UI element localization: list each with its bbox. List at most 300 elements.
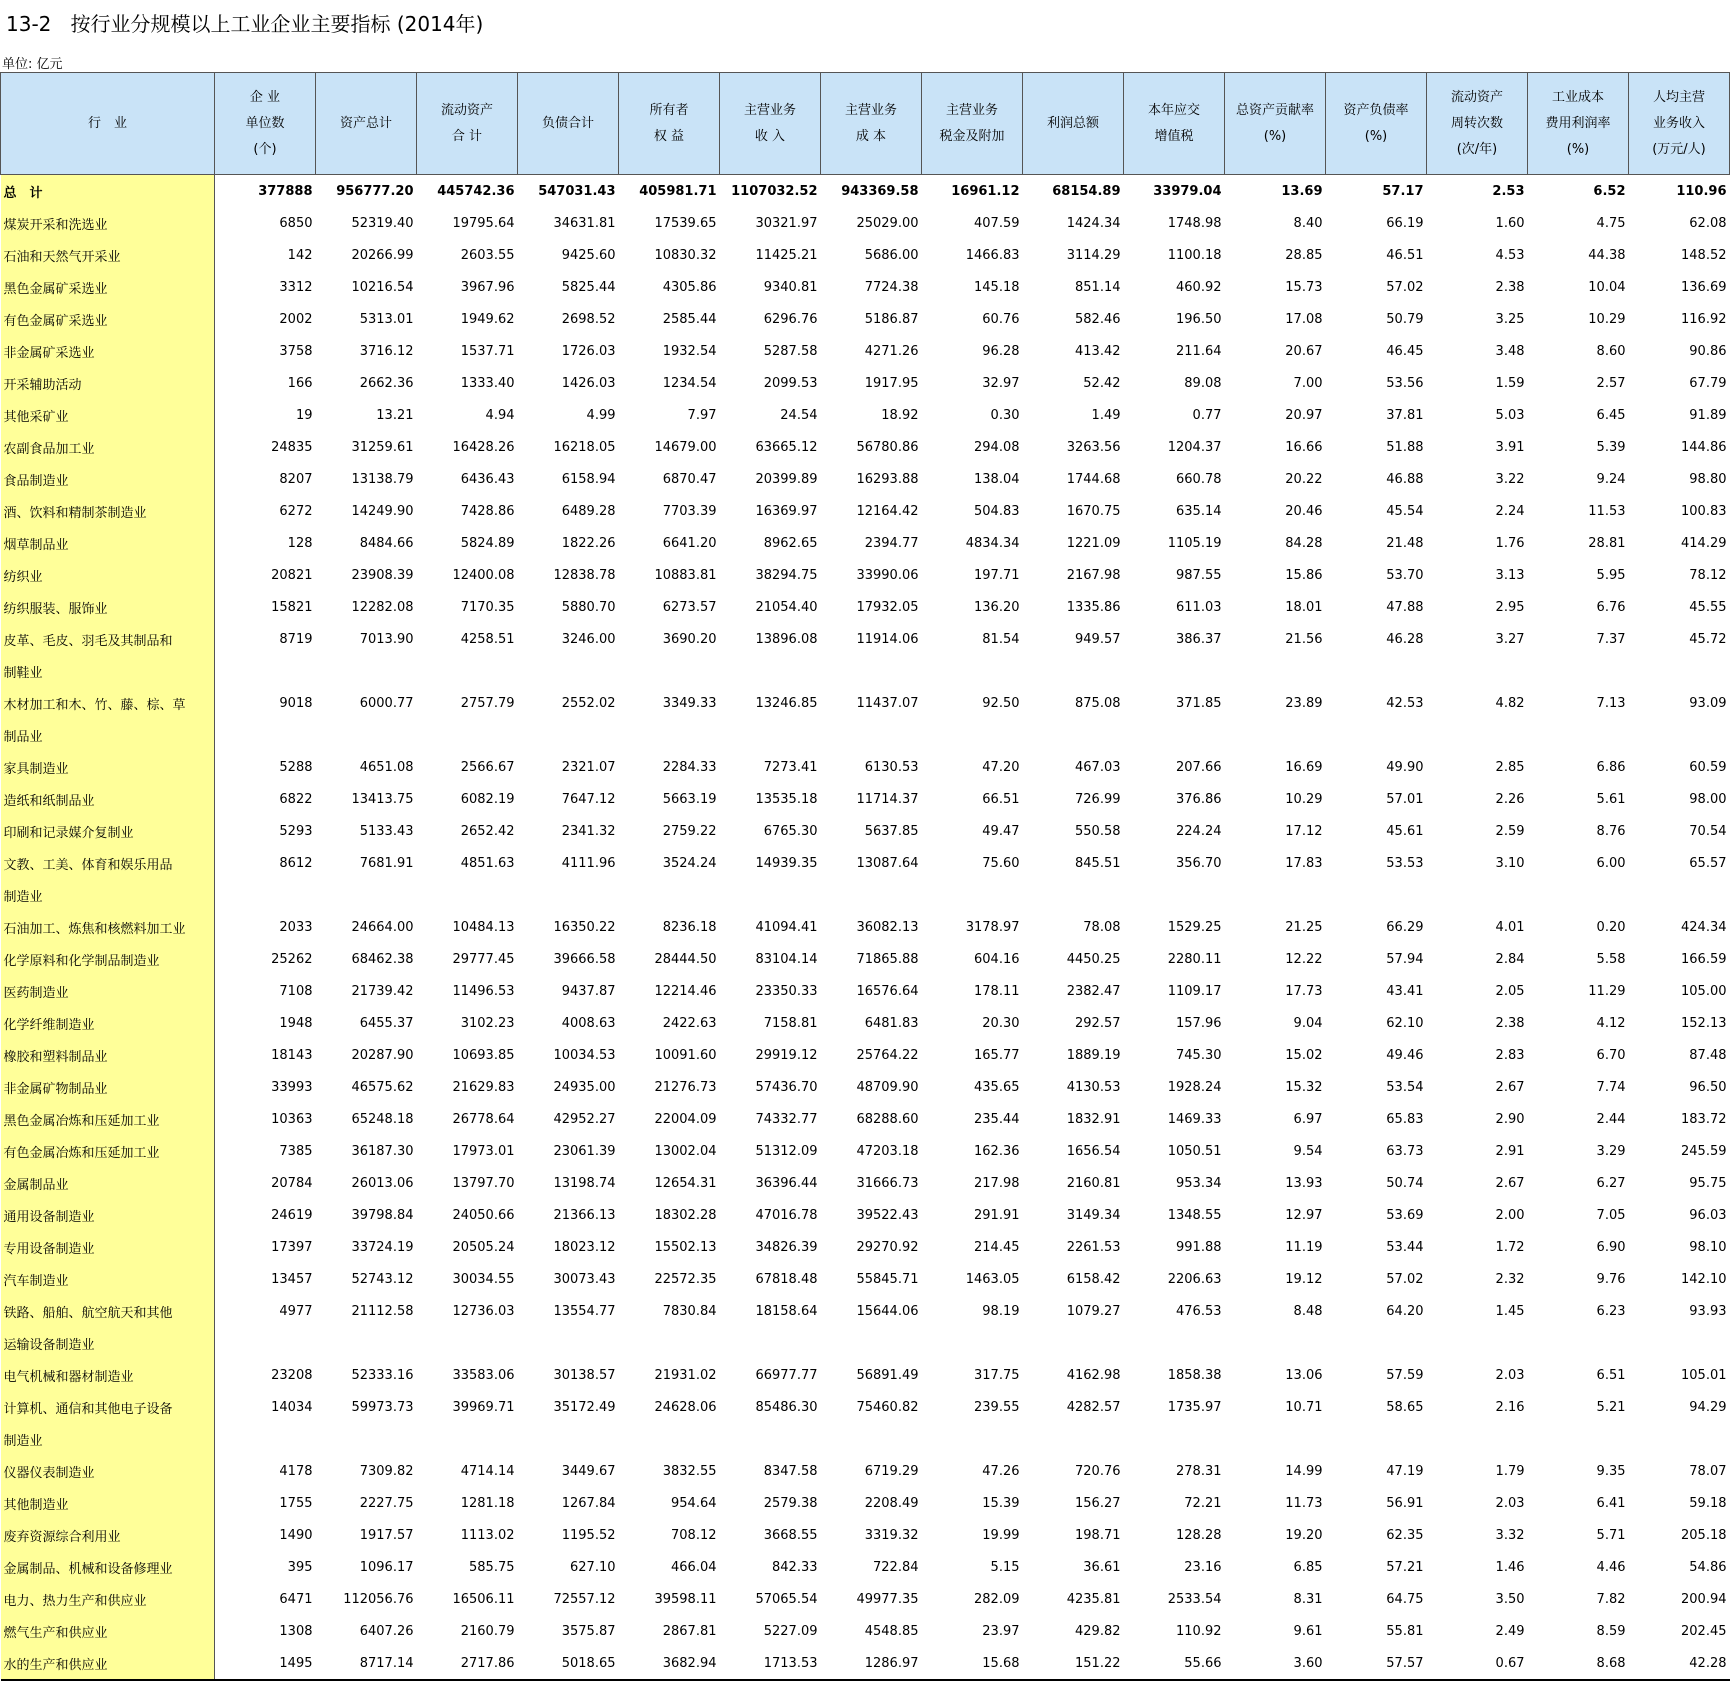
table-cell: 98.10 <box>1689 1239 1727 1255</box>
table-cell: 53.53 <box>1386 855 1424 871</box>
table-cell: 57.94 <box>1386 951 1424 967</box>
table-cell: 24.54 <box>780 407 818 423</box>
table-cell: 4977 <box>279 1303 313 1319</box>
table-cell <box>1124 1423 1225 1455</box>
table-cell: 12164.42 <box>856 503 919 519</box>
table-cell: 1113.02 <box>460 1527 515 1543</box>
table-cell: 20266.99 <box>351 247 414 263</box>
table-cell: 1466.83 <box>965 247 1020 263</box>
table-cell: 20.67 <box>1285 343 1323 359</box>
table-cell: 6471 <box>279 1591 313 1607</box>
industry-name: 农副食品加工业 <box>1 431 215 463</box>
table-cell: 57.59 <box>1386 1367 1424 1383</box>
table-cell <box>821 1423 922 1455</box>
table-cell <box>619 719 720 751</box>
table-cell <box>417 1327 518 1359</box>
table-cell: 3716.12 <box>359 343 414 359</box>
table-cell <box>316 655 417 687</box>
table-cell: 6822 <box>279 791 313 807</box>
table-cell <box>821 719 922 751</box>
table-cell <box>215 719 316 751</box>
table-cell: 29270.92 <box>856 1239 919 1255</box>
table-cell: 6.86 <box>1596 759 1626 775</box>
table-cell: 16428.26 <box>452 439 515 455</box>
table-cell: 14939.35 <box>755 855 818 871</box>
table-cell: 29919.12 <box>755 1047 818 1063</box>
table-cell: 3575.87 <box>561 1623 616 1639</box>
table-cell: 19795.64 <box>452 215 515 231</box>
table-cell: 110.96 <box>1676 183 1727 199</box>
table-cell: 1822.26 <box>561 535 616 551</box>
table-cell: 59973.73 <box>351 1399 414 1415</box>
table-cell: 2.90 <box>1495 1111 1525 1127</box>
table-cell: 33993 <box>271 1079 313 1095</box>
table-cell <box>215 1327 316 1359</box>
table-cell <box>518 655 619 687</box>
table-cell: 13246.85 <box>755 695 818 711</box>
table-cell: 13138.79 <box>351 471 414 487</box>
table-cell <box>1225 879 1326 911</box>
industry-name: 酒、饮料和精制茶制造业 <box>1 495 215 527</box>
table-cell: 5825.44 <box>561 279 616 295</box>
table-cell: 33979.04 <box>1153 183 1222 199</box>
table-cell: 4.46 <box>1596 1559 1626 1575</box>
table-cell: 17.12 <box>1285 823 1323 839</box>
table-cell: 39969.71 <box>452 1399 515 1415</box>
table-cell: 12400.08 <box>452 567 515 583</box>
industry-name: 黑色金属冶炼和压延加工业 <box>1 1103 215 1135</box>
table-cell: 5880.70 <box>561 599 616 615</box>
table-cell: 31259.61 <box>351 439 414 455</box>
table-cell: 5313.01 <box>359 311 414 327</box>
table-cell: 13.21 <box>376 407 414 423</box>
table-cell: 33990.06 <box>856 567 919 583</box>
table-cell: 291.91 <box>974 1207 1020 1223</box>
table-cell: 1832.91 <box>1066 1111 1121 1127</box>
table-cell: 4258.51 <box>460 631 515 647</box>
table-cell: 1889.19 <box>1066 1047 1121 1063</box>
table-cell: 2867.81 <box>662 1623 717 1639</box>
table-cell <box>1427 879 1528 911</box>
table-cell: 16961.12 <box>951 183 1020 199</box>
table-cell: 21112.58 <box>351 1303 414 1319</box>
table-cell: 722.84 <box>873 1559 919 1575</box>
table-row <box>1 207 1730 239</box>
table-cell: 5.71 <box>1596 1527 1626 1543</box>
table-cell: 7108 <box>279 983 313 999</box>
column-header <box>1124 73 1225 175</box>
table-cell: 6158.94 <box>561 471 616 487</box>
table-cell: 28444.50 <box>654 951 717 967</box>
table-cell: 953.34 <box>1176 1175 1222 1191</box>
table-cell: 105.00 <box>1681 983 1727 999</box>
table-cell: 2652.42 <box>460 823 515 839</box>
table-cell: 71865.88 <box>856 951 919 967</box>
table-cell: 3.25 <box>1495 311 1525 327</box>
table-cell: 48709.90 <box>856 1079 919 1095</box>
table-cell: 12736.03 <box>452 1303 515 1319</box>
table-cell: 67818.48 <box>755 1271 818 1287</box>
table-cell: 57.02 <box>1386 279 1424 295</box>
table-cell: 3246.00 <box>561 631 616 647</box>
table-cell: 460.92 <box>1176 279 1222 295</box>
table-cell: 1.72 <box>1495 1239 1525 1255</box>
table-cell: 23.89 <box>1285 695 1323 711</box>
table-cell: 85486.30 <box>755 1399 818 1415</box>
table-cell: 25029.00 <box>856 215 919 231</box>
industry-name: 金属制品、机械和设备修理业 <box>1 1551 215 1583</box>
table-cell: 47.20 <box>982 759 1020 775</box>
industry-name: 非金属矿物制品业 <box>1 1071 215 1103</box>
table-cell: 956777.20 <box>336 183 414 199</box>
table-row <box>1 495 1730 527</box>
table-cell: 19.20 <box>1285 1527 1323 1543</box>
industry-name: 非金属矿采选业 <box>1 335 215 367</box>
table-cell: 2.83 <box>1495 1047 1525 1063</box>
table-cell: 2033 <box>279 919 313 935</box>
table-cell: 7.74 <box>1596 1079 1626 1095</box>
column-header-line: 费用利润率 <box>1545 115 1611 131</box>
table-cell: 78.12 <box>1689 567 1727 583</box>
table-cell: 57436.70 <box>755 1079 818 1095</box>
table-cell: 16218.05 <box>553 439 616 455</box>
table-cell: 405981.71 <box>639 183 717 199</box>
table-row <box>1 559 1730 591</box>
table-cell: 8236.18 <box>662 919 717 935</box>
column-header <box>821 73 922 175</box>
table-cell: 6481.83 <box>864 1015 919 1031</box>
table-cell: 875.08 <box>1075 695 1121 711</box>
table-cell: 19.12 <box>1285 1271 1323 1287</box>
table-cell: 2698.52 <box>561 311 616 327</box>
table-cell: 239.55 <box>974 1399 1020 1415</box>
table-cell: 7.05 <box>1596 1207 1626 1223</box>
table-cell: 585.75 <box>469 1559 515 1575</box>
table-cell: 1286.97 <box>821 1647 922 1680</box>
table-cell: 3.60 <box>1225 1647 1326 1680</box>
table-cell: 1221.09 <box>1066 535 1121 551</box>
table-cell: 5.39 <box>1596 439 1626 455</box>
industry-name: 废弃资源综合利用业 <box>1 1519 215 1551</box>
table-cell: 51312.09 <box>755 1143 818 1159</box>
table-cell <box>1225 1423 1326 1455</box>
table-cell: 0.30 <box>990 407 1020 423</box>
table-cell: 5288 <box>279 759 313 775</box>
table-cell: 148.52 <box>1681 247 1727 263</box>
table-cell: 4.53 <box>1495 247 1525 263</box>
table-cell: 16.66 <box>1285 439 1323 455</box>
table-cell: 60.76 <box>982 311 1020 327</box>
table-cell: 13.69 <box>1281 183 1323 199</box>
table-cell: 2.05 <box>1495 983 1525 999</box>
table-cell: 45.54 <box>1386 503 1424 519</box>
table-cell: 157.96 <box>1176 1015 1222 1031</box>
table-cell: 2.95 <box>1495 599 1525 615</box>
table-cell <box>417 1423 518 1455</box>
table-cell: 10484.13 <box>452 919 515 935</box>
table-cell: 3.13 <box>1495 567 1525 583</box>
table-cell: 21.48 <box>1386 535 1424 551</box>
table-row <box>1 1071 1730 1103</box>
table-cell: 1858.38 <box>1167 1367 1222 1383</box>
table-cell: 15.39 <box>982 1495 1020 1511</box>
industry-name: 食品制造业 <box>1 463 215 495</box>
table-cell: 20.46 <box>1285 503 1323 519</box>
column-header <box>417 73 518 175</box>
table-cell: 1949.62 <box>460 311 515 327</box>
column-header-line: 增值税 <box>1154 128 1194 144</box>
table-cell: 1105.19 <box>1167 535 1222 551</box>
table-cell: 53.54 <box>1386 1079 1424 1095</box>
column-header-line: 权 益 <box>653 128 685 144</box>
table-cell: 278.31 <box>1176 1463 1222 1479</box>
table-cell: 93.93 <box>1689 1303 1727 1319</box>
table-cell: 96.28 <box>982 343 1020 359</box>
table-cell: 1335.86 <box>1066 599 1121 615</box>
table-cell <box>922 879 1023 911</box>
table-cell: 11425.21 <box>755 247 818 263</box>
table-row <box>1 751 1730 783</box>
table-cell: 16506.11 <box>452 1591 515 1607</box>
column-header-line: 企 业 <box>249 89 281 105</box>
table-cell: 5.03 <box>1495 407 1525 423</box>
table-cell: 3.91 <box>1495 439 1525 455</box>
table-row <box>1 1647 1730 1680</box>
table-row <box>1 783 1730 815</box>
table-cell: 476.53 <box>1176 1303 1222 1319</box>
table-cell: 1948 <box>279 1015 313 1031</box>
table-cell: 8717.14 <box>316 1647 417 1680</box>
table-cell: 41094.41 <box>755 919 818 935</box>
table-cell: 16293.88 <box>856 471 919 487</box>
table-cell: 2227.75 <box>359 1495 414 1511</box>
table-cell: 2.44 <box>1596 1111 1626 1127</box>
column-header-line: 流动资产 <box>440 102 493 118</box>
table-cell: 83104.14 <box>755 951 818 967</box>
table-cell: 95.75 <box>1689 1175 1727 1191</box>
table-cell: 8347.58 <box>763 1463 818 1479</box>
table-cell: 42.53 <box>1386 695 1424 711</box>
table-cell: 43.41 <box>1386 983 1424 999</box>
industry-name: 皮革、毛皮、羽毛及其制品和 <box>1 623 215 655</box>
total-row <box>1 175 1730 208</box>
table-cell: 217.98 <box>974 1175 1020 1191</box>
table-cell: 466.04 <box>671 1559 717 1575</box>
column-header-line: (个) <box>253 141 277 157</box>
table-cell: 6.97 <box>1293 1111 1323 1127</box>
table-cell: 12282.08 <box>351 599 414 615</box>
table-cell: 2.91 <box>1495 1143 1525 1159</box>
table-cell: 1744.68 <box>1066 471 1121 487</box>
table-cell: 3.22 <box>1495 471 1525 487</box>
table-cell: 2662.36 <box>359 375 414 391</box>
table-cell: 11437.07 <box>856 695 919 711</box>
table-cell <box>821 879 922 911</box>
table-cell: 2160.81 <box>1066 1175 1121 1191</box>
table-cell: 8.68 <box>1528 1647 1629 1680</box>
table-cell: 1713.53 <box>720 1647 821 1680</box>
table-cell: 94.29 <box>1689 1399 1727 1415</box>
table-cell: 42952.27 <box>553 1111 616 1127</box>
table-cell: 6407.26 <box>359 1623 414 1639</box>
column-header-line: 所有者 <box>649 102 689 118</box>
table-cell: 7013.90 <box>359 631 414 647</box>
table-cell: 1096.17 <box>359 1559 414 1575</box>
table-cell <box>316 879 417 911</box>
table-cell: 19.99 <box>982 1527 1020 1543</box>
table-cell: 211.64 <box>1176 343 1222 359</box>
table-cell: 1670.75 <box>1066 503 1121 519</box>
table-cell: 6850 <box>279 215 313 231</box>
table-cell: 5018.65 <box>518 1647 619 1680</box>
table-cell: 17.83 <box>1285 855 1323 871</box>
table-cell: 47.19 <box>1386 1463 1424 1479</box>
table-cell: 4548.85 <box>864 1623 919 1639</box>
table-cell: 156.27 <box>1075 1495 1121 1511</box>
table-cell: 2.32 <box>1495 1271 1525 1287</box>
column-header <box>1528 73 1629 175</box>
industry-name: 总 计 <box>1 175 215 208</box>
table-cell: 10830.32 <box>654 247 717 263</box>
industry-name: 仪器仪表制造业 <box>1 1455 215 1487</box>
table-cell: 317.75 <box>974 1367 1020 1383</box>
table-cell: 65.57 <box>1689 855 1727 871</box>
table-cell: 13.06 <box>1285 1367 1323 1383</box>
table-cell: 7170.35 <box>460 599 515 615</box>
table-cell: 62.10 <box>1386 1015 1424 1031</box>
table-cell <box>417 719 518 751</box>
table-cell: 54.86 <box>1689 1559 1727 1575</box>
table-cell: 954.64 <box>671 1495 717 1511</box>
table-cell: 46.45 <box>1386 343 1424 359</box>
table-cell: 128.28 <box>1176 1527 1222 1543</box>
table-cell: 74332.77 <box>755 1111 818 1127</box>
table-row <box>1 1007 1730 1039</box>
table-cell: 627.10 <box>570 1559 616 1575</box>
table-cell: 136.20 <box>974 599 1020 615</box>
table-cell: 282.09 <box>974 1591 1020 1607</box>
table-header-row <box>1 73 1730 175</box>
table-cell: 49977.35 <box>856 1591 919 1607</box>
table-cell: 57.57 <box>1326 1647 1427 1680</box>
column-header-line: 周转次数 <box>1450 115 1503 131</box>
table-cell: 5293 <box>279 823 313 839</box>
table-cell: 10883.81 <box>654 567 717 583</box>
table-cell: 98.00 <box>1689 791 1727 807</box>
table-cell: 17539.65 <box>654 215 717 231</box>
table-cell: 20821 <box>271 567 313 583</box>
table-cell <box>1528 1423 1629 1455</box>
table-cell <box>1528 719 1629 751</box>
table-row <box>1 591 1730 623</box>
table-cell: 1537.71 <box>460 343 515 359</box>
industry-name: 运输设备制造业 <box>1 1327 215 1359</box>
table-cell: 9437.87 <box>561 983 616 999</box>
industry-name: 印刷和记录媒介复制业 <box>1 815 215 847</box>
table-cell: 5.95 <box>1596 567 1626 583</box>
table-cell: 214.45 <box>974 1239 1020 1255</box>
table-cell: 55.81 <box>1386 1623 1424 1639</box>
table-cell <box>1326 1423 1427 1455</box>
table-cell: 20505.24 <box>452 1239 515 1255</box>
table-row <box>1 527 1730 559</box>
table-cell: 5287.58 <box>763 343 818 359</box>
table-cell: 2099.53 <box>763 375 818 391</box>
table-cell <box>1528 879 1629 911</box>
table-cell: 53.69 <box>1386 1207 1424 1223</box>
table-cell <box>1629 1327 1730 1359</box>
table-cell: 2002 <box>279 311 313 327</box>
table-row <box>1 239 1730 271</box>
table-cell: 4282.57 <box>1066 1399 1121 1415</box>
industry-name: 电气机械和器材制造业 <box>1 1359 215 1391</box>
column-header-line: 行 业 <box>87 115 127 131</box>
table-cell: 1.76 <box>1495 535 1525 551</box>
table-row <box>1 1551 1730 1583</box>
column-header <box>720 73 821 175</box>
table-cell: 15821 <box>271 599 313 615</box>
table-cell <box>619 879 720 911</box>
table-cell: 13896.08 <box>755 631 818 647</box>
table-cell <box>316 1327 417 1359</box>
table-cell: 20399.89 <box>755 471 818 487</box>
table-cell: 8.31 <box>1293 1591 1323 1607</box>
table-cell: 13535.18 <box>755 791 818 807</box>
table-cell: 6272 <box>279 503 313 519</box>
table-row <box>1 719 1730 751</box>
table-cell: 15.86 <box>1285 567 1323 583</box>
table-row <box>1 687 1730 719</box>
table-row <box>1 1263 1730 1295</box>
table-cell: 8.40 <box>1293 215 1323 231</box>
table-cell: 12.97 <box>1285 1207 1323 1223</box>
industry-name: 纺织服装、服饰业 <box>1 591 215 623</box>
table-cell: 7309.82 <box>359 1463 414 1479</box>
table-cell: 15.73 <box>1285 279 1323 295</box>
column-header-line: 流动资产 <box>1450 89 1503 105</box>
table-cell: 45.72 <box>1689 631 1727 647</box>
industry-name: 金属制品业 <box>1 1167 215 1199</box>
table-cell: 424.34 <box>1681 919 1727 935</box>
table-cell: 851.14 <box>1075 279 1121 295</box>
table-cell: 1463.05 <box>965 1271 1020 1287</box>
table-cell <box>1326 655 1427 687</box>
table-cell: 14249.90 <box>351 503 414 519</box>
column-header <box>1023 73 1124 175</box>
table-cell: 100.83 <box>1681 503 1727 519</box>
industry-name: 木材加工和木、竹、藤、棕、草 <box>1 687 215 719</box>
table-cell: 2.38 <box>1495 1015 1525 1031</box>
industry-name: 水的生产和供应业 <box>1 1647 215 1680</box>
table-cell: 30138.57 <box>553 1367 616 1383</box>
table-cell: 12214.46 <box>654 983 717 999</box>
industry-name: 制造业 <box>1 1423 215 1455</box>
table-cell: 2160.79 <box>460 1623 515 1639</box>
table-cell: 47.88 <box>1386 599 1424 615</box>
table-cell: 2717.86 <box>417 1647 518 1680</box>
table-cell <box>1023 719 1124 751</box>
table-cell: 991.88 <box>1176 1239 1222 1255</box>
industry-name: 其他采矿业 <box>1 399 215 431</box>
table-cell: 1932.54 <box>662 343 717 359</box>
table-cell: 19 <box>295 407 313 423</box>
table-cell: 49.46 <box>1386 1047 1424 1063</box>
table-cell: 5.15 <box>990 1559 1020 1575</box>
industry-name: 化学原料和化学制品制造业 <box>1 943 215 975</box>
table-cell: 1308 <box>279 1623 313 1639</box>
table-cell: 18143 <box>271 1047 313 1063</box>
table-cell: 64.75 <box>1386 1591 1424 1607</box>
